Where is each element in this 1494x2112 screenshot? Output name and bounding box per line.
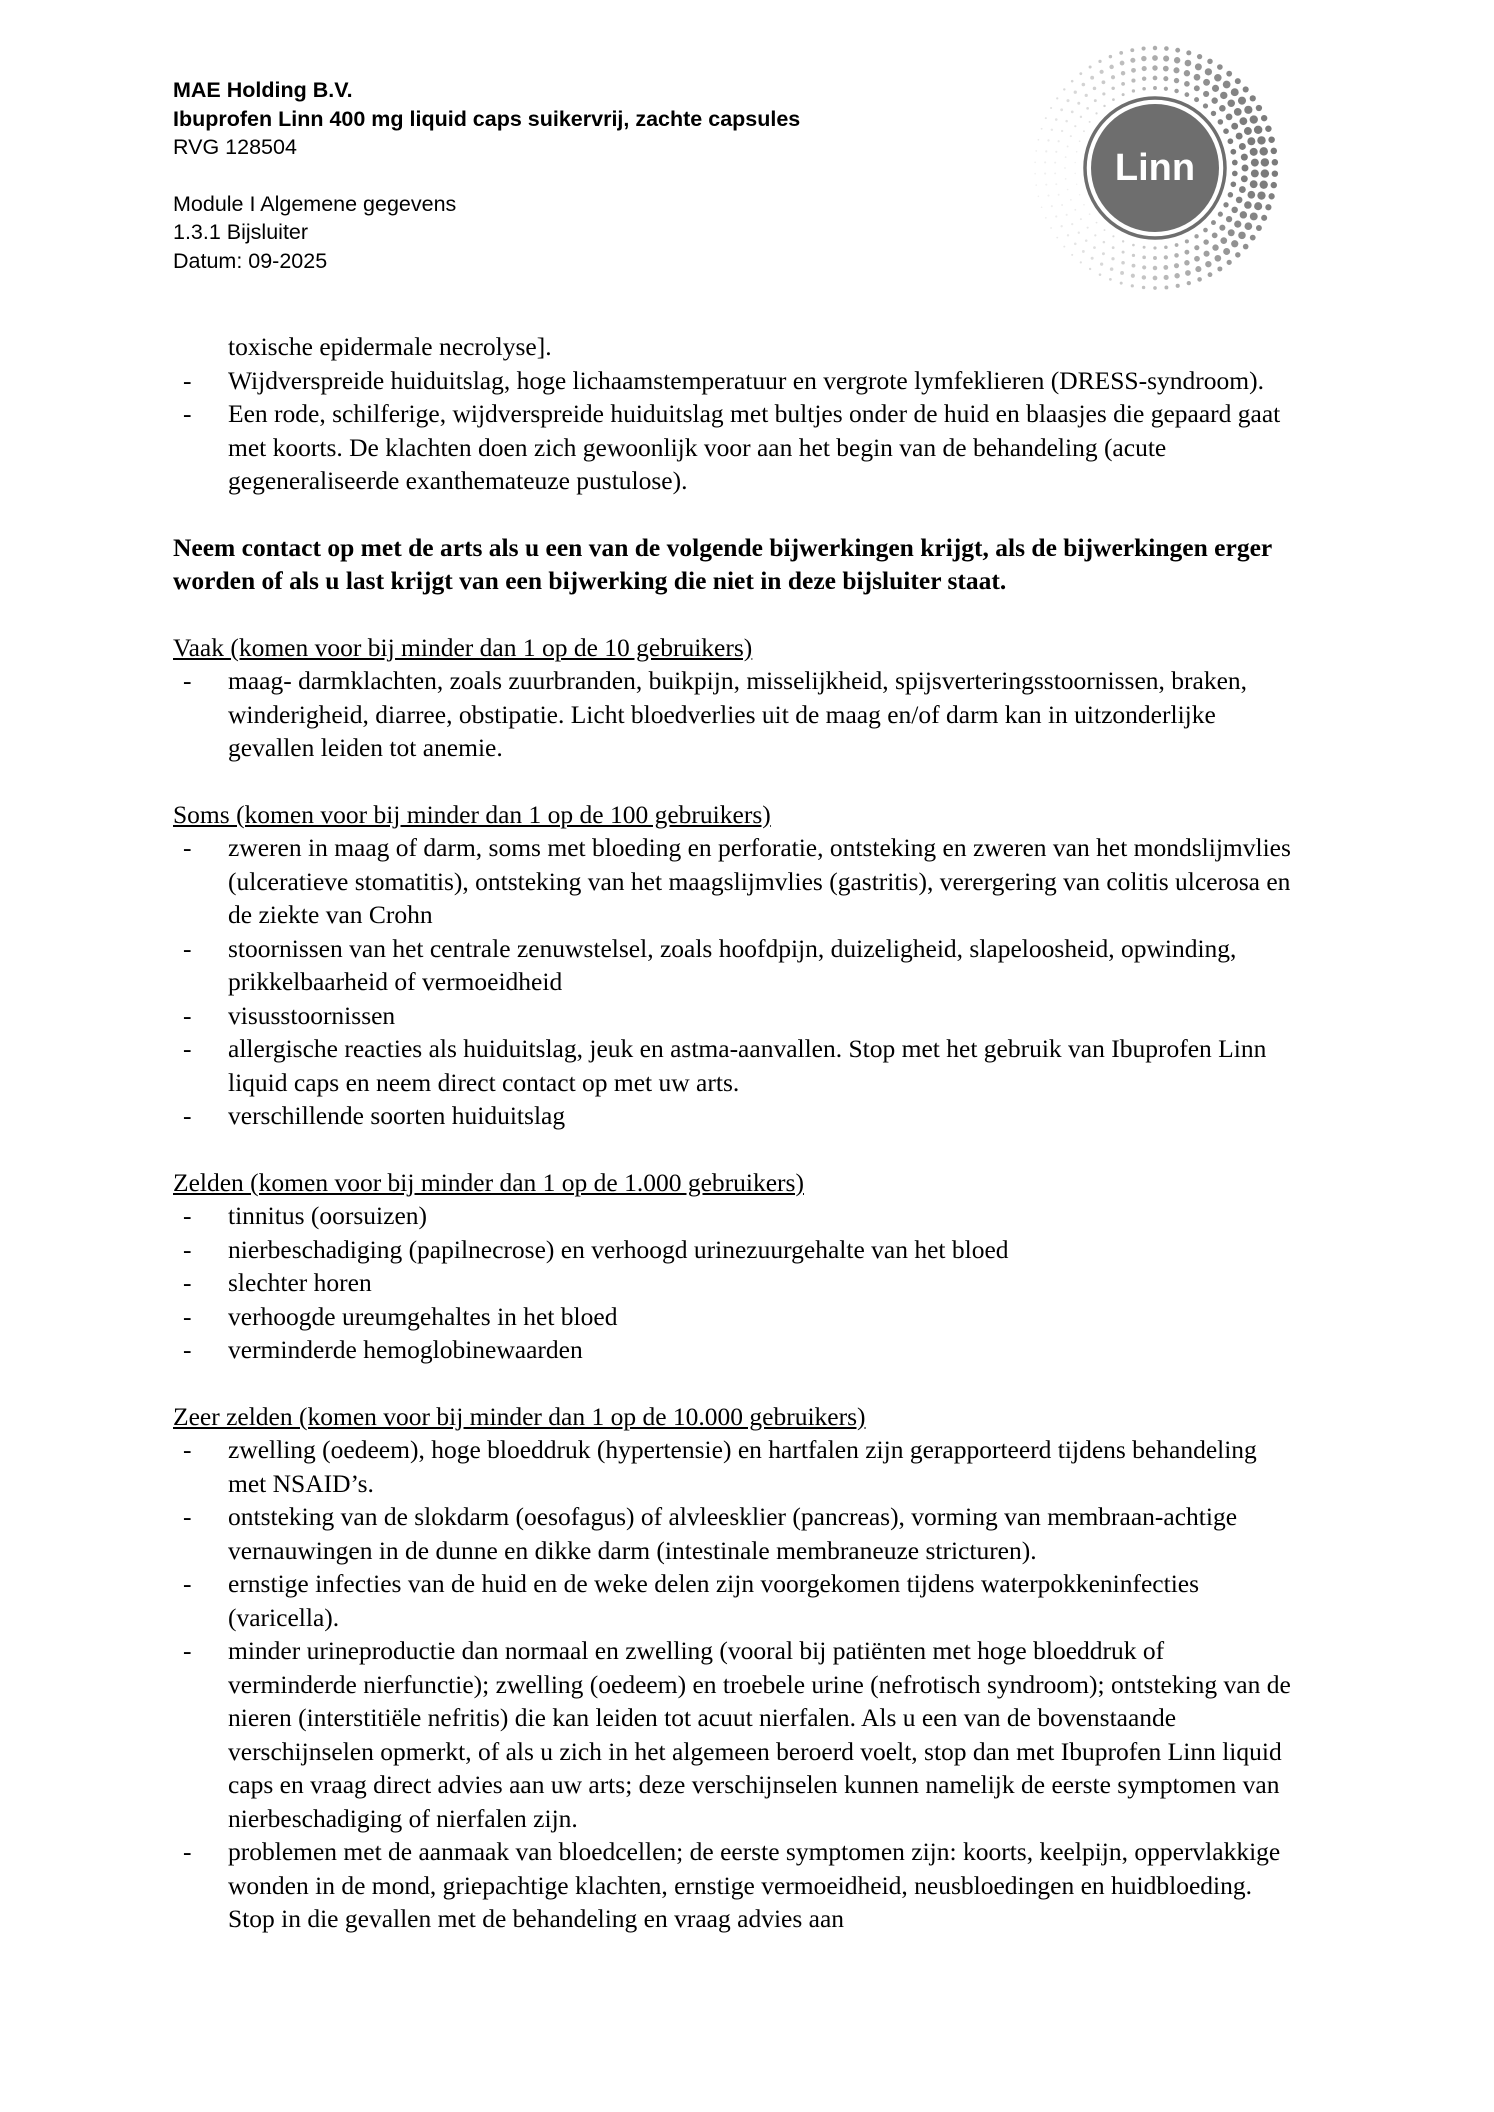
list-item-text: stoornissen van het centrale zenuwstelsel, zoals hoofdpijn, duizeligheid, slapeloosheid, opwinding, prikkelbaarheid of vermoeidheid: [228, 933, 1237, 996]
list-item-text: verschillende soorten huiduitslag: [228, 1101, 566, 1130]
list-item-text: visusstoornissen: [228, 1000, 396, 1030]
company-name: MAE Holding B.V.: [173, 78, 353, 102]
list-item: [173, 999, 1293, 1033]
bullet-dash-icon: -: [183, 1268, 192, 1297]
section-heading-soms: [173, 798, 1293, 832]
list-item-text: zweren in maag of darm, soms met bloeding en perforatie, ontsteking en zweren van het mondslijmvlies (ulceratieve stomatitis), ontsteking van het maagslijmvlies (gastritis), verergering van colitis ulcerosa en de ziekte van Crohn: [228, 833, 1291, 929]
list-item-text: ernstige infecties van de huid en de weke delen zijn voorgekomen tijdens waterpokkeninfecties (varicella).: [228, 1569, 1200, 1632]
bullet-dash-icon: -: [183, 933, 192, 963]
registration-number: RVG 128504: [173, 135, 297, 159]
list-item: [173, 932, 1293, 999]
list-item: [173, 397, 1293, 498]
list-item: [173, 1567, 1293, 1634]
section-label: 1.3.1 Bijsluiter: [173, 220, 309, 244]
bullet-dash-icon: -: [183, 1435, 192, 1464]
bullet-dash-icon: -: [183, 1101, 192, 1130]
list-item: [173, 1500, 1293, 1567]
bullet-dash-icon: -: [183, 1000, 192, 1030]
spacer: [173, 498, 1293, 531]
section-list-zelden: [173, 1199, 1293, 1367]
bullet-dash-icon: -: [183, 1301, 192, 1331]
list-item: [173, 1032, 1293, 1099]
list-item-text: slechter horen: [228, 1268, 372, 1297]
list-item: [173, 831, 1293, 932]
list-item-text: Een rode, schilferige, wijdverspreide huiduitslag met bultjes onder de huid en blaasjes die gepaard gaat met koorts. De klachten doen zich gewoonlijk voor aan het begin van de behandeling (acute gegeneraliseerde exanthemateuze pustulose).: [228, 399, 1281, 495]
bullet-dash-icon: -: [183, 666, 192, 695]
linn-logo: [1029, 42, 1281, 294]
section-heading-text: Zeer zelden (komen voor bij minder dan 1 op de 10.000 gebruikers): [173, 1401, 866, 1431]
section-heading-zeer-zelden: [173, 1400, 1293, 1434]
list-item: [173, 1333, 1293, 1367]
list-item-text: nierbeschadiging (papilnecrose) en verhoogd urinezuurgehalte van het bloed: [228, 1234, 1009, 1264]
linn-logo-text: Linn: [1114, 147, 1196, 189]
bullet-dash-icon: -: [183, 1034, 192, 1063]
list-item: [173, 664, 1293, 765]
list-item: [173, 1835, 1293, 1936]
section-list-soms: [173, 831, 1293, 1133]
section-heading-text: Vaak (komen voor bij minder dan 1 op de 10 gebruikers): [173, 632, 753, 662]
list-item: [173, 1433, 1293, 1500]
bullet-dash-icon: -: [183, 399, 192, 428]
section-list-vaak: [173, 664, 1293, 765]
bullet-dash-icon: -: [183, 1201, 192, 1230]
list-item-text: maag- darmklachten, zoals zuurbranden, buikpijn, misselijkheid, spijsverteringsstoornissen, braken, winderigheid, diarree, obstipatie. Licht bloedverlies uit de maag en/of darm kan in uitzonderlijke gevallen leiden tot anemie.: [228, 666, 1248, 762]
list-item-text: ontsteking van de slokdarm (oesofagus) of alvleesklier (pancreas), vorming van membraan-achtige vernauwingen in de dunne en dikke darm (intestinale membraneuze stricturen).: [228, 1502, 1238, 1565]
section-heading-text: Zelden (komen voor bij minder dan 1 op de 1.000 gebruikers): [173, 1167, 804, 1197]
list-item-text: verhoogde ureumgehaltes in het bloed: [228, 1301, 618, 1331]
section-heading-vaak: [173, 631, 1293, 665]
list-item-text: allergische reacties als huiduitslag, jeuk en astma-aanvallen. Stop met het gebruik van Ibuprofen Linn liquid caps en neem direct contact op met uw arts.: [228, 1034, 1267, 1097]
spacer: [173, 1133, 1293, 1166]
list-item-text: tinnitus (oorsuizen): [228, 1201, 428, 1230]
list-item: [173, 1266, 1293, 1300]
list-item-text: minder urineproductie dan normaal en zwelling (vooral bij patiënten met hoge bloeddruk of verminderde nierfunctie); zwelling (oedeem) en troebele urine (nefrotisch syndroom); ontsteking van de nieren (interstitiële nefritis) die kan leiden tot acuut nierfalen. Als u een van de bovenstaande verschijnselen opmerkt, of als u zich in het algemeen beroerd voelt, stop dan met Ibuprofen Linn liquid caps en vraag direct advies aan uw arts; deze verschijnselen kunnen namelijk de eerste symptomen van nierbeschadiging of nierfalen zijn.: [228, 1636, 1291, 1833]
bullet-dash-icon: -: [183, 1335, 192, 1364]
bullet-dash-icon: -: [183, 365, 192, 395]
list-item: [173, 1300, 1293, 1334]
list-item: [173, 1099, 1293, 1133]
date-label: Datum: 09-2025: [173, 248, 328, 273]
document-body: [173, 330, 1293, 1936]
list-item-text: problemen met de aanmaak van bloedcellen; de eerste symptomen zijn: koorts, keelpijn, oppervlakkige wonden in de mond, griepachtige klachten, ernstige vermoeidheid, neusbloedingen en huidbloeding. Stop in die gevallen met de behandeling en vraag advies aan: [228, 1837, 1281, 1933]
list-item: [173, 364, 1293, 398]
section-heading-text: Soms (komen voor bij minder dan 1 op de 100 gebruikers): [173, 799, 771, 829]
list-item: [173, 1199, 1293, 1233]
list-item: [173, 1233, 1293, 1267]
continuation-line: toxische epidermale necrolyse].: [228, 332, 552, 361]
bullet-dash-icon: -: [183, 1569, 192, 1598]
bullet-dash-icon: -: [183, 1234, 192, 1264]
product-name: Ibuprofen Linn 400 mg liquid caps suikervrij, zachte capsules: [173, 106, 801, 131]
top-bullet-list: [173, 364, 1293, 498]
bullet-dash-icon: -: [183, 1502, 192, 1531]
spacer: [173, 765, 1293, 798]
bullet-dash-icon: -: [183, 1837, 192, 1866]
bullet-dash-icon: -: [183, 833, 192, 862]
section-list-zeer-zelden: [173, 1433, 1293, 1936]
list-item-text: verminderde hemoglobinewaarden: [228, 1335, 583, 1364]
document-header: [173, 76, 1033, 275]
module-label: Module I Algemene gegevens: [173, 191, 457, 216]
warning-paragraph: Neem contact op met de arts als u een van de volgende bijwerkingen krijgt, als de bijwerkingen erger worden of als u last krijgt van een bijwerking die niet in deze bijsluiter staat.: [173, 532, 1272, 595]
linn-logo-graphic: [1029, 42, 1281, 294]
spacer: [173, 1367, 1293, 1400]
bullet-dash-icon: -: [183, 1636, 192, 1665]
section-heading-zelden: [173, 1166, 1293, 1200]
list-item: [173, 1634, 1293, 1835]
spacer: [173, 598, 1293, 631]
list-item-text: Wijdverspreide huiduitslag, hoge lichaamstemperatuur en vergrote lymfeklieren (DRESS-syndroom).: [228, 365, 1264, 395]
list-item-text: zwelling (oedeem), hoge bloeddruk (hypertensie) en hartfalen zijn gerapporteerd tijdens behandeling met NSAID’s.: [228, 1435, 1257, 1498]
